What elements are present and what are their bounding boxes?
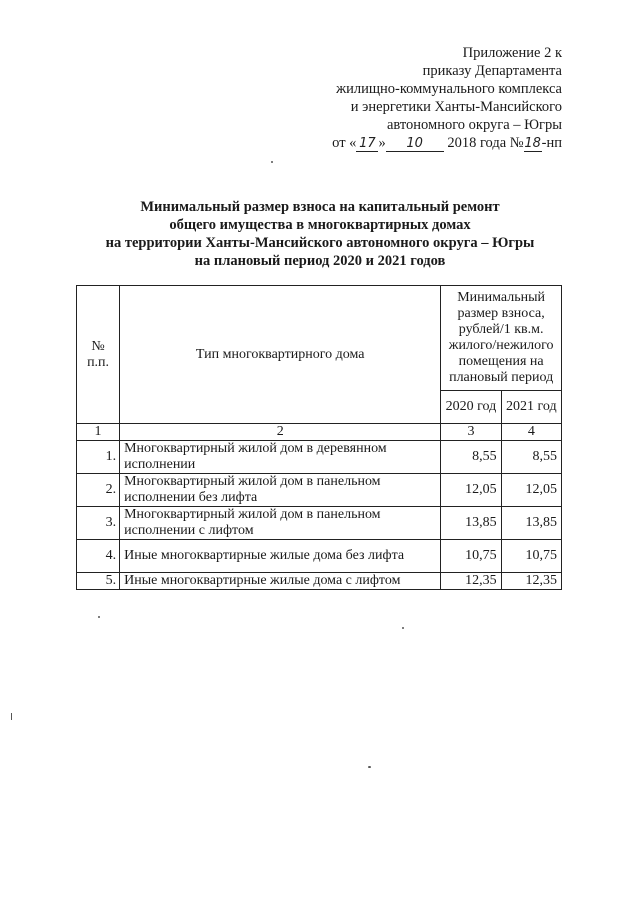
row-value-2021: 13,85 <box>501 507 561 540</box>
row-number: 2. <box>77 474 120 507</box>
row-value-2020: 8,55 <box>441 441 501 474</box>
row-value-2021: 8,55 <box>501 441 561 474</box>
order-year: 2018 года № <box>447 135 524 151</box>
scan-speck <box>271 161 273 163</box>
appendix-header <box>332 44 562 152</box>
order-date-line <box>332 134 562 152</box>
row-house-type: Иные многоквартирные жилые дома с лифтом <box>120 573 441 590</box>
header-year-2020: 2020 год <box>441 391 501 424</box>
row-value-2020: 12,05 <box>441 474 501 507</box>
table-row <box>77 441 562 474</box>
row-number: 4. <box>77 540 120 573</box>
order-month: 10 <box>386 137 444 152</box>
order-number: 18 <box>524 136 541 151</box>
scan-speck <box>402 627 404 629</box>
order-day: 17 <box>356 137 378 152</box>
row-number: 3. <box>77 507 120 540</box>
title-line: на плановый период 2020 и 2021 годов <box>194 253 446 269</box>
document-title <box>60 198 580 270</box>
table-header-row <box>77 286 562 391</box>
appendix-line: Приложение 2 к <box>462 45 562 61</box>
title-line: общего имущества в многоквартирных домах <box>169 217 471 233</box>
row-value-2021: 10,75 <box>501 540 561 573</box>
row-value-2020: 10,75 <box>441 540 501 573</box>
table-row <box>77 540 562 573</box>
row-number: 1. <box>77 441 120 474</box>
appendix-line: и энергетики Ханты-Мансийского <box>350 99 562 115</box>
table-row <box>77 474 562 507</box>
index-cell: 3 <box>441 424 501 441</box>
row-house-type: Многоквартирный жилой дом в панельном исполнении без лифта <box>120 474 441 507</box>
scan-speck <box>368 766 371 768</box>
scan-speck <box>11 713 12 720</box>
row-house-type: Иные многоквартирные жилые дома без лифта <box>120 540 441 573</box>
scan-speck <box>98 616 100 618</box>
order-suffix: -нп <box>541 135 562 151</box>
day-close: » <box>378 135 386 151</box>
index-cell: 2 <box>120 424 441 441</box>
date-prefix: от « <box>332 135 357 151</box>
row-value-2021: 12,35 <box>501 573 561 590</box>
index-cell: 4 <box>501 424 561 441</box>
header-number: № п.п. <box>77 286 120 424</box>
row-value-2021: 12,05 <box>501 474 561 507</box>
appendix-line: жилищно-коммунального комплекса <box>336 81 562 97</box>
appendix-line: автономного округа – Югры <box>386 117 562 133</box>
contribution-table <box>76 285 562 590</box>
header-year-2021: 2021 год <box>501 391 561 424</box>
appendix-line: приказу Департамента <box>422 63 562 79</box>
row-value-2020: 13,85 <box>441 507 501 540</box>
header-min-contribution: Минимальный размер взноса, рублей/1 кв.м. жилого/нежилого помещения на плановый период <box>441 286 562 391</box>
row-value-2020: 12,35 <box>441 573 501 590</box>
row-number: 5. <box>77 573 120 590</box>
row-house-type: Многоквартирный жилой дом в деревянном исполнении <box>120 441 441 474</box>
table-index-row <box>77 424 562 441</box>
title-line: на территории Ханты-Мансийского автономного округа – Югры <box>105 235 535 251</box>
table-row <box>77 573 562 590</box>
title-line: Минимальный размер взноса на капитальный ремонт <box>140 199 500 215</box>
header-house-type: Тип многоквартирного дома <box>120 286 441 424</box>
table-row <box>77 507 562 540</box>
row-house-type: Многоквартирный жилой дом в панельном исполнении с лифтом <box>120 507 441 540</box>
index-cell: 1 <box>77 424 120 441</box>
